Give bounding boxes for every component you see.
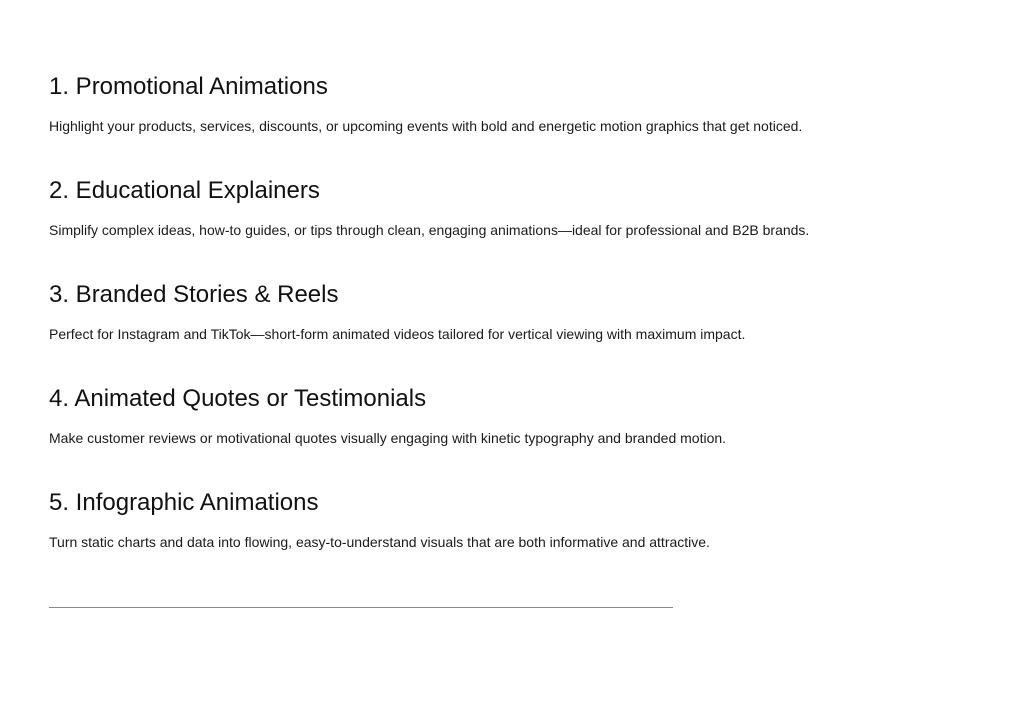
horizontal-divider (49, 607, 673, 608)
section-description: Simplify complex ideas, how-to guides, or tips through clean, engaging animations—ideal for professional and B2B brands. (49, 222, 810, 238)
section-heading: 4. Animated Quotes or Testimonials (49, 385, 427, 412)
section-heading: 1. Promotional Animations (49, 73, 328, 100)
section-infographic-animations (49, 488, 949, 550)
section-heading: 5. Infographic Animations (49, 489, 319, 516)
section-description: Make customer reviews or motivational quotes visually engaging with kinetic typography and branded motion. (49, 430, 727, 446)
section-description: Perfect for Instagram and TikTok—short-form animated videos tailored for vertical viewing with maximum impact. (49, 326, 746, 342)
section-animated-quotes-testimonials (49, 384, 949, 446)
section-educational-explainers (49, 176, 949, 238)
section-description: Highlight your products, services, discounts, or upcoming events with bold and energetic motion graphics that get noticed. (49, 118, 803, 134)
section-description: Turn static charts and data into flowing, easy-to-understand visuals that are both informative and attractive. (49, 534, 710, 550)
section-promotional-animations (49, 72, 949, 134)
section-branded-stories-reels (49, 280, 949, 342)
section-heading: 3. Branded Stories & Reels (49, 281, 339, 308)
section-heading: 2. Educational Explainers (49, 177, 320, 204)
